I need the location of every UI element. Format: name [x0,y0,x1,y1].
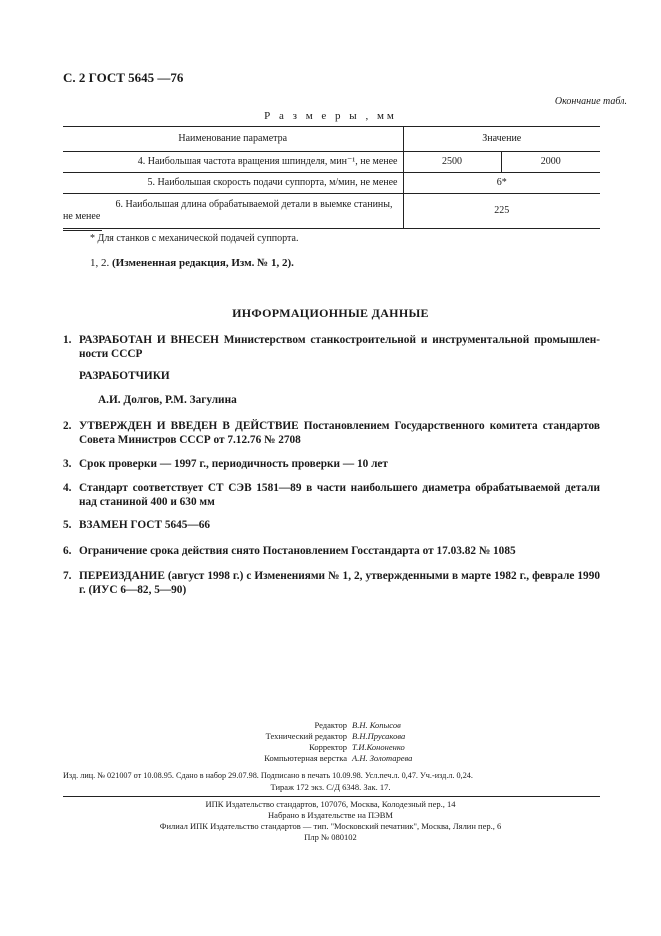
row-name [63,194,403,229]
amendment-text: (Измененная редакция, Изм. № 1, 2). [112,257,294,269]
developers-names: А.И. Долгов, Р.М. Загулина [98,394,237,406]
info-item-number: 1. [63,334,72,346]
credit-name: В.Н.Прусакова [352,731,406,741]
info-item-text: Ограничение срока действия снято Постановлением Госстандарта от 17.03.82 № 1085 [79,545,516,557]
footnote-divider [63,230,102,231]
info-item [63,333,600,363]
info-section-title: ИНФОРМАЦИОННЫЕ ДАННЫЕ [232,306,429,320]
info-item [63,544,600,560]
parameters-table [63,126,600,229]
credit-role: Редактор [314,720,347,730]
credit-role: Технический редактор [265,731,347,741]
publisher-line: Филиал ИПК Издательство стандартов — тип. "Московский печатник", Москва, Лялин пер., 6 [159,821,502,831]
info-item-number: 2. [63,420,72,432]
info-item-text: УТВЕРЖДЕН И ВВЕДЕН В ДЕЙСТВИЕ Постановлением Государственного комитета стандартов Совета Министров СССР от 7.12.76 № 2708 [79,420,600,446]
info-item [63,518,600,534]
row-value: 2500 [403,152,501,173]
info-item-number: 3. [63,458,72,470]
publisher-line: Плр № 080102 [304,832,357,842]
amendment-prefix: 1, 2. [90,257,110,269]
credit-role: Корректор [309,742,347,752]
credit-role: Компьютерная верстка [264,753,347,763]
info-item-number: 6. [63,545,72,557]
row-value: 6* [403,173,600,194]
row-value: 2000 [501,152,600,173]
imprint-line-2: Тираж 172 экз. С/Д 6348. Зак. 17. [270,782,391,792]
row-name-line-1: 6. Наибольшая длина обрабатываемой детали в выемке станины, [115,199,393,210]
row-name-line-2: не менее [63,211,101,222]
info-item [63,481,600,511]
table-caption: Р а з м е р ы , мм [264,110,397,122]
column-header-name: Наименование параметра [63,127,403,152]
table-row [63,152,600,173]
page-header: С. 2 ГОСТ 5645 —76 [63,70,184,85]
credit-name: А.Н. Золотарева [352,753,413,763]
column-header-value: Значение [403,127,600,152]
row-name: 5. Наибольшая скорость подачи суппорта, м/мин, не менее [63,173,403,194]
info-item-number: 7. [63,570,72,582]
info-item [63,457,600,473]
publisher-line: ИПК Издательство стандартов, 107076, Москва, Колодезный пер., 14 [205,799,456,809]
info-item-text: ВЗАМЕН ГОСТ 5645—66 [79,519,211,531]
info-item-text: Срок проверки — 1997 г., периодичность проверки — 10 лет [79,458,388,470]
info-item-number: 5. [63,519,72,531]
footnote: * Для станков с механической подачей суппорта. [90,233,299,244]
info-item [63,569,600,599]
amendment-note [90,257,294,269]
publisher-line: Набрано в Издательстве на ПЭВМ [268,810,393,820]
credit-name: В.Н. Копысов [352,720,401,730]
info-item-text: РАЗРАБОТАН И ВНЕСЕН Министерством станкостроительной и инструментальной промышлен-ности СССР [79,334,600,360]
info-item-number: 4. [63,482,72,494]
table-continuation-label: Окончание табл. [554,96,627,107]
info-item-text: Стандарт соответствует СТ СЭВ 1581—89 в части наибольшего диаметра обрабатываемой детали над станиной 400 и 630 мм [79,482,600,508]
row-name: 4. Наибольшая частота вращения шпинделя, мин⁻¹, не менее [63,152,403,173]
table-row [63,194,600,229]
row-value: 225 [403,194,600,229]
table-row [63,173,600,194]
imprint-line-1: Изд. лиц. № 021007 от 10.08.95. Сдано в набор 29.07.98. Подписано в печать 10.09.98. Усл.печ.л. 0,47. Уч.-изд.л. 0,24. [63,771,473,780]
imprint-divider [63,796,600,797]
credit-name: Т.И.Кононенко [352,742,405,752]
info-item-text: ПЕРЕИЗДАНИЕ (август 1998 г.) с Изменениями № 1, 2, утвержденными в марте 1982 г., феврале 1990 г. (ИУС 6—82, 5—90) [79,570,600,596]
developers-heading: РАЗРАБОТЧИКИ [79,370,170,382]
info-item [63,419,600,449]
